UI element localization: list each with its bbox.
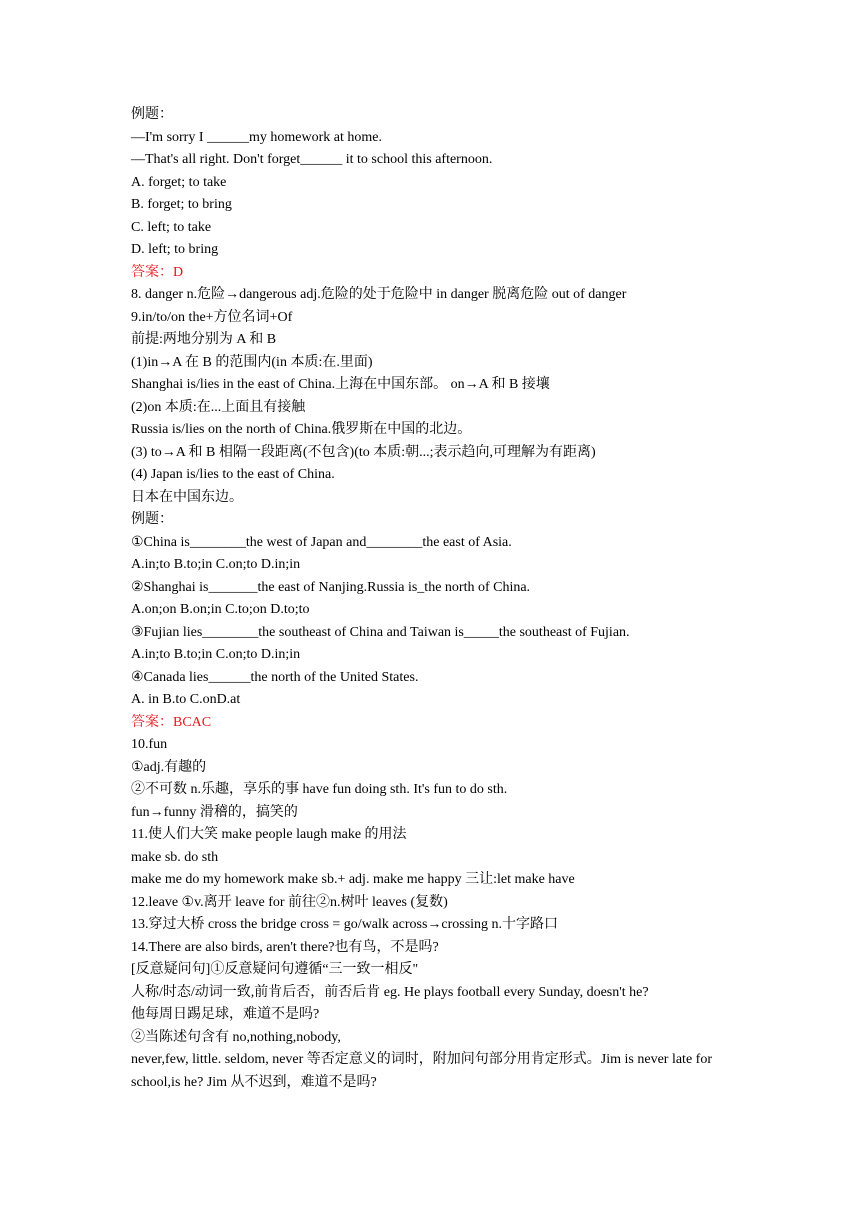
note-line: (4) Japan is/lies to the east of China. xyxy=(131,467,335,482)
question-line: ④Canada lies______the north of the United States. xyxy=(131,669,419,685)
note-line: ②不可数 n.乐趣，享乐的事 have fun doing sth. It's fun to do sth. xyxy=(131,782,508,797)
answer-line: 答案：BCAC xyxy=(131,714,212,730)
note-line: (3) to→A 和 B 相隔一段距离(不包含)(to 本质:朝...;表示趋向,可理解为有距离) xyxy=(131,444,596,460)
note-line: 他每周日踢足球，难道不是吗? xyxy=(131,1007,320,1022)
note-line: Russia is/lies on the north of China.俄罗斯在中国的北边。 xyxy=(131,422,472,437)
question-line: ③Fujian lies________the southeast of China and Taiwan is_____the southeast of Fujian. xyxy=(131,624,630,640)
note-line: (2)on 本质:在...上面且有接触 xyxy=(131,399,306,415)
document-body xyxy=(131,104,741,1094)
note-line: 14.There are also birds, aren't there?也有鸟，不是吗? xyxy=(131,939,439,955)
note-line: (1)in→A 在 B 的范围内(in 本质:在.里面) xyxy=(131,354,373,370)
dialogue-line: —I'm sorry I ______my homework at home. xyxy=(131,129,382,145)
note-line: [反意疑问句]①反意疑问句遵循“三一致一相反" xyxy=(131,962,419,977)
note-line: make sb. do sth xyxy=(131,849,219,865)
note-line: 日本在中国东边。 xyxy=(131,489,243,505)
note-line: fun→funny 滑稽的，搞笑的 xyxy=(131,804,298,820)
note-line: 12.leave ①v.离开 leave for 前往②n.树叶 leaves (复数) xyxy=(131,894,448,910)
question-line: ②Shanghai is_______the east of Nanjing.Russia is_the north of China. xyxy=(131,579,531,595)
example-heading: 例题： xyxy=(131,512,173,527)
option-line: A.on;on B.on;in C.to;on D.to;to xyxy=(131,602,310,617)
option-line: D. left; to bring xyxy=(131,242,219,257)
note-line: 13.穿过大桥 cross the bridge cross = go/walk across→crossing n.十字路口 xyxy=(131,917,559,932)
answer-line: 答案：D xyxy=(131,264,184,280)
option-line: A.in;to B.to;in C.on;to D.in;in xyxy=(131,557,301,572)
note-line: ②当陈述句含有 no,nothing,nobody, xyxy=(131,1029,341,1045)
option-line: A.in;to B.to;in C.on;to D.in;in xyxy=(131,647,301,662)
option-line: C. left; to take xyxy=(131,219,212,235)
note-paragraph: never,few, little. seldom, never 等否定意义的词时，附加问句部分用肯定形式。Jim is never late for school,is he? Jim 从不迟到，难道不是吗? xyxy=(131,1052,712,1090)
note-line: 前提:两地分别为 A 和 B xyxy=(131,332,277,347)
note-line: make me do my homework make sb.+ adj. make me happy 三让:let make have xyxy=(131,872,575,887)
note-line: 人称/时态/动词一致,前肯后否，前否后肯 eg. He plays football every Sunday, doesn't he? xyxy=(131,984,649,1000)
note-line: Shanghai is/lies in the east of China.上海在中国东部。 on→A 和 B 接壤 xyxy=(131,377,550,392)
note-line: 8. danger n.危险→dangerous adj.危险的处于危险中 in danger 脱离危险 out of danger xyxy=(131,287,627,302)
option-line: A. in B.to C.onD.at xyxy=(131,692,241,707)
option-line: A. forget; to take xyxy=(131,174,227,190)
example-heading: 例题： xyxy=(131,107,173,122)
note-line: 10.fun xyxy=(131,737,168,752)
note-line: ①adj.有趣的 xyxy=(131,759,207,775)
question-line: ①China is________the west of Japan and________the east of Asia. xyxy=(131,534,512,550)
note-line: 11.使人们大笑 make people laugh make 的用法 xyxy=(131,827,407,842)
option-line: B. forget; to bring xyxy=(131,197,232,212)
dialogue-line: —That's all right. Don't forget______ it to school this afternoon. xyxy=(131,152,493,167)
note-line: 9.in/to/on the+方位名词+Of xyxy=(131,309,293,325)
